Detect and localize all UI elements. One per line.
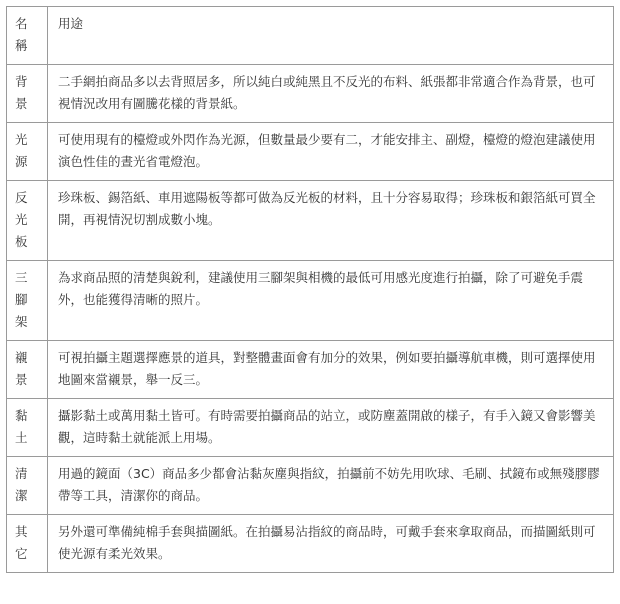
row-name-cell [7,515,48,573]
table-header-row [7,7,614,65]
row-name: 清潔 [15,466,28,503]
row-name: 襯景 [15,350,28,387]
row-desc-cell [48,65,614,123]
header-name: 名稱 [15,16,28,53]
row-name: 光源 [15,132,28,169]
row-name-cell [7,457,48,515]
row-name-cell [7,261,48,341]
header-desc: 用途 [58,16,84,31]
table-row [7,181,614,261]
row-name: 反光板 [15,190,28,249]
row-name-cell [7,181,48,261]
row-name-cell [7,341,48,399]
row-desc: 二手網拍商品多以去背照居多，所以純白或純黑且不反光的布料、紙張都非常適合作為背景，也可視情況改用有圖騰花樣的背景紙。 [58,74,596,111]
row-desc-cell [48,399,614,457]
table-row [7,65,614,123]
row-desc: 可使用現有的檯燈或外閃作為光源，但數量最少要有二，才能安排主、副燈，檯燈的燈泡建議使用演色性佳的晝光省電燈泡。 [58,132,596,169]
header-desc-cell [48,7,614,65]
row-desc-cell [48,341,614,399]
row-name: 三腳架 [15,270,28,329]
row-desc: 攝影黏土或萬用黏土皆可。有時需要拍攝商品的站立，或防塵蓋開啟的樣子，有手入鏡又會影響美觀，這時黏土就能派上用場。 [58,408,596,445]
row-desc: 為求商品照的清楚與銳利，建議使用三腳架與相機的最低可用感光度進行拍攝，除了可避免手震外，也能獲得清晰的照片。 [58,270,584,307]
row-desc: 另外還可準備純棉手套與描圖紙。在拍攝易沾指紋的商品時，可戴手套來拿取商品，而描圖紙則可使光源有柔光效果。 [58,524,596,561]
row-name: 黏土 [15,408,28,445]
table-row [7,261,614,341]
row-desc-cell [48,515,614,573]
header-name-cell [7,7,48,65]
row-desc-cell [48,123,614,181]
equipment-table [6,6,614,573]
row-desc: 珍珠板、錫箔紙、車用遮陽板等都可做為反光板的材料，且十分容易取得；珍珠板和銀箔紙可買全開，再視情況切割成數小塊。 [58,190,596,227]
row-name: 其它 [15,524,28,561]
row-name: 背景 [15,74,28,111]
row-desc-cell [48,181,614,261]
table-row [7,123,614,181]
row-name-cell [7,399,48,457]
row-desc-cell [48,261,614,341]
row-name-cell [7,65,48,123]
table-row [7,515,614,573]
row-desc: 用過的鏡面（3C）商品多少都會沾黏灰塵與指紋，拍攝前不妨先用吹球、毛刷、拭鏡布或無殘膠膠帶等工具，清潔你的商品。 [58,466,600,503]
table-row [7,457,614,515]
row-desc: 可視拍攝主題選擇應景的道具，對整體畫面會有加分的效果，例如要拍攝導航車機，則可選擇使用地圖來當襯景，舉一反三。 [58,350,596,387]
table-row [7,399,614,457]
row-name-cell [7,123,48,181]
table-row [7,341,614,399]
row-desc-cell [48,457,614,515]
